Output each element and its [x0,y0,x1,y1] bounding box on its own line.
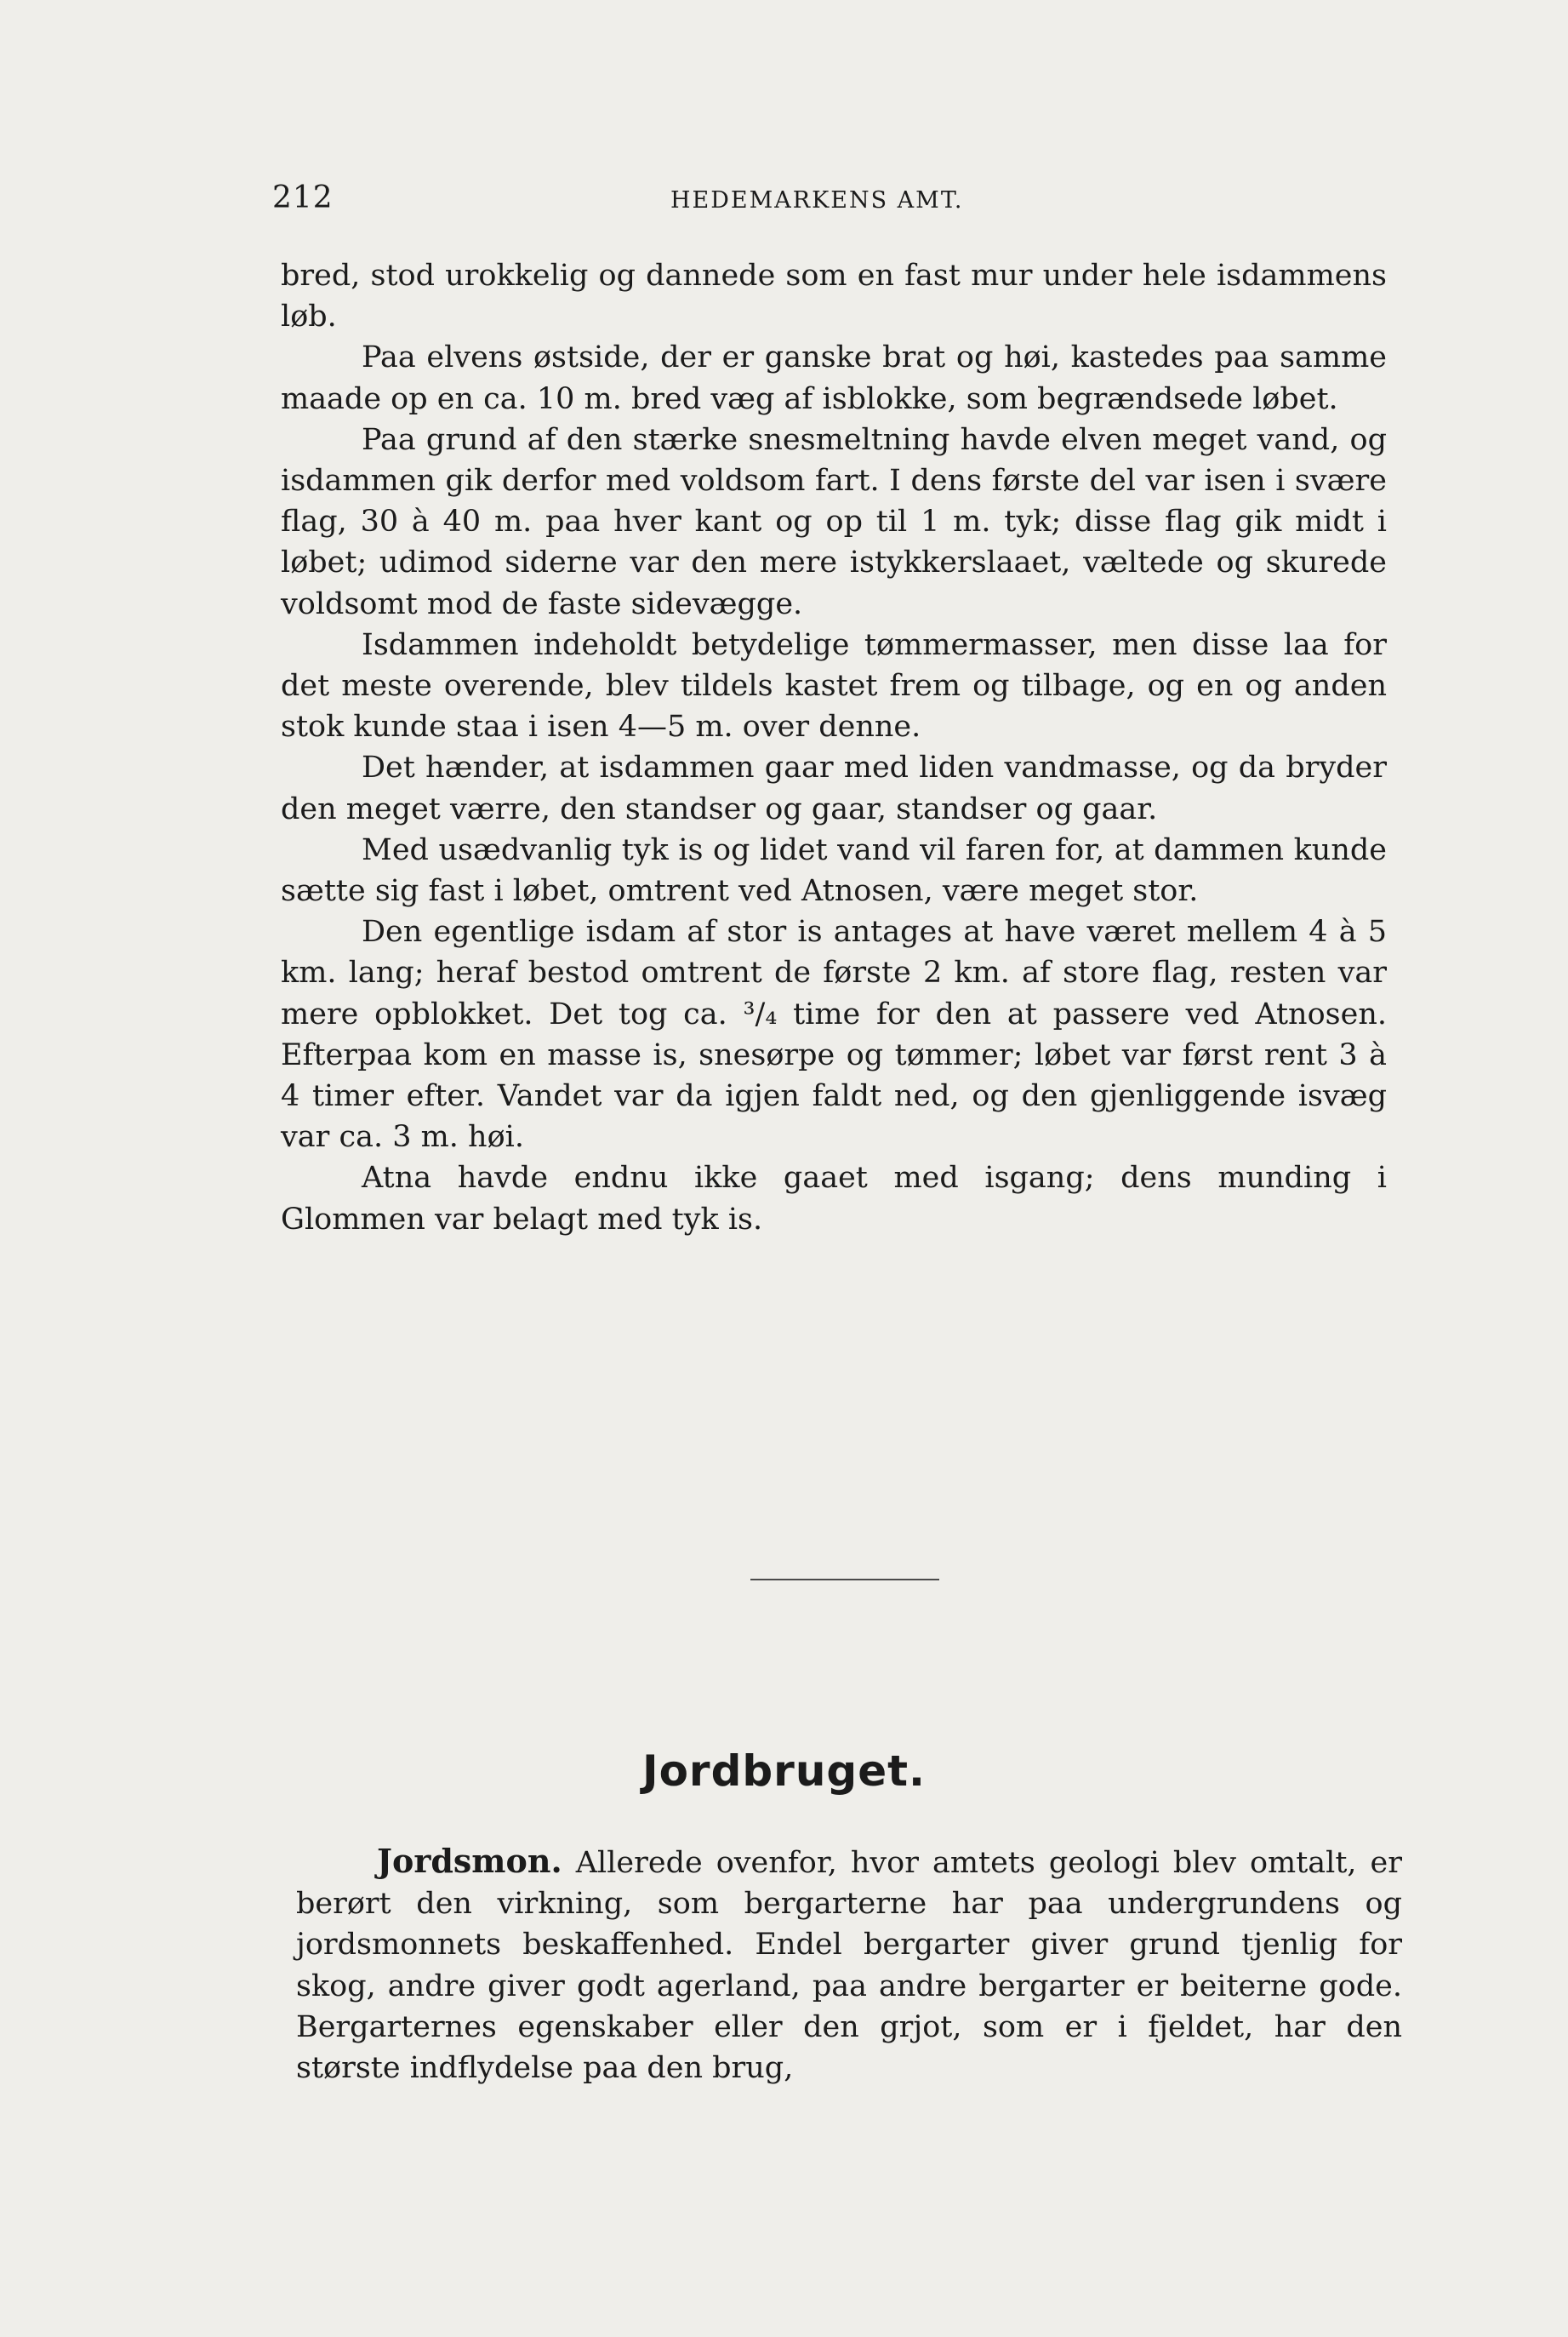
paragraph-continued: bred, stod urokkelig og dannede som en fast mur under hele isdammens løb. [281,259,1387,334]
paragraph: Paa elvens østside, der er ganske brat og høi, kastedes paa samme maade op en ca. 10 m. bred væg af isblokke, som begrændsede løbet. [281,340,1387,416]
paragraph: Den egentlige isdam af stor is antages at have været mellem 4 à 5 km. lang; heraf bestod omtrent de første 2 km. af store flag, resten var mere opblokket. Det tog ca. ³/₄ time for den at passere ved Atnosen. Efterpaa kom en masse is, snesørpe og tømmer; løbet var først rent 3 à 4 timer efter. Vandet var da igjen faldt ned, og den gjenliggende isvæg var ca. 3 m. høi. [281,915,1387,1155]
section-body [296,1841,1402,2088]
body-text [281,255,1387,1240]
paragraph: Med usædvanlig tyk is og lidet vand vil faren for, at dammen kunde sætte sig fast i løbet, omtrent ved Atnosen, være meget stor. [281,832,1387,909]
page-header [272,180,1395,231]
paragraph: Paa grund af den stærke snesmeltning havde elven meget vand, og isdammen gik derfor med voldsom fart. I dens første del var isen i svære flag, 30 à 40 m. paa hver kant og op til 1 m. tyk; disse flag gik midt i løbet; udimod siderne var den mere istykkerslaaet, væltede og skurede voldsomt mod de faste sidevægge. [281,422,1387,621]
run-in-heading: Jordsmon. [377,1842,562,1880]
paragraph: Isdammen indeholdt betydelige tømmermasser, men disse laa for det meste overende, blev tildels kastet frem og tilbage, og en og anden stok kunde staa i isen 4—5 m. over denne. [281,627,1387,745]
section-paragraph-text: Allerede ovenfor, hvor amtets geologi blev omtalt, er berørt den virkning, som bergarterne har paa undergrundens og jordsmonnets beskaffenhed. Endel bergarter giver grund tjenlig for skog, andre giver godt agerland, paa andre bergarter er beiterne gode. Bergarternes egenskaber eller den grjot, som er i fjeldet, har den største indflydelse paa den brug, [296,1846,1402,2086]
paragraph: Atna havde endnu ikke gaaet med isgang; dens munding i Glommen var belagt med tyk is. [281,1161,1387,1237]
section-divider [750,1579,939,1580]
running-head: HEDEMARKENS AMT. [670,187,964,214]
paragraph: Det hænder, at isdammen gaar med liden vandmasse, og da bryder den meget værre, den standser og gaar, standser og gaar. [281,751,1387,826]
section-paragraph [296,1841,1402,2088]
page-number: 212 [272,180,334,215]
section-title: Jordbruget. [641,1746,927,1796]
